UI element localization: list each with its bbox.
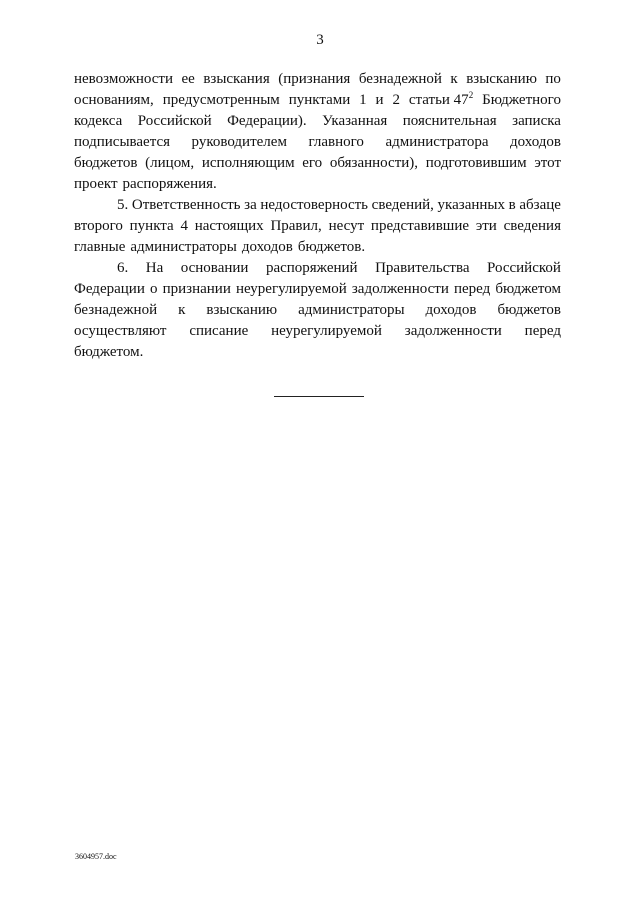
word: и bbox=[375, 92, 384, 108]
word: 2 bbox=[392, 92, 400, 108]
word: главные bbox=[74, 239, 126, 255]
word: (признания bbox=[278, 71, 351, 87]
word: сведения bbox=[503, 218, 561, 234]
word: эти bbox=[475, 218, 497, 234]
word: несут bbox=[328, 218, 365, 234]
article-reference bbox=[409, 90, 473, 111]
word: Правил, bbox=[270, 218, 322, 234]
word: подготовившим bbox=[425, 155, 527, 171]
word: распоряжения. bbox=[122, 176, 217, 192]
word: предусмотренным bbox=[162, 92, 280, 108]
word: проект bbox=[74, 176, 118, 192]
word: администраторы bbox=[130, 239, 237, 255]
word: к bbox=[178, 302, 186, 318]
word: абзаце bbox=[519, 197, 561, 213]
text-line bbox=[74, 132, 561, 153]
word: безнадежной bbox=[358, 71, 442, 87]
word: неурегулируемой bbox=[271, 323, 382, 339]
word: перед bbox=[524, 323, 561, 339]
word: за bbox=[244, 197, 257, 213]
word: 4 bbox=[180, 218, 188, 234]
word: доходов bbox=[241, 239, 293, 255]
word: (лицом, bbox=[145, 155, 195, 171]
word: Федерации). bbox=[227, 113, 307, 129]
word: недостоверность bbox=[260, 197, 369, 213]
word: о bbox=[149, 281, 158, 297]
word: задолженности bbox=[351, 281, 449, 297]
paragraph-6 bbox=[74, 258, 561, 363]
word: 6. bbox=[117, 260, 129, 276]
word: бюджетом bbox=[495, 281, 561, 297]
text-line bbox=[74, 237, 561, 258]
word: распоряжений bbox=[265, 260, 358, 276]
text-line bbox=[74, 216, 561, 237]
text-line bbox=[74, 321, 561, 342]
word: бюджетов bbox=[497, 302, 561, 318]
word: подписывается bbox=[74, 134, 171, 150]
word: взыскания bbox=[203, 71, 270, 87]
word: ее bbox=[181, 71, 195, 87]
text-line bbox=[74, 69, 561, 90]
superscript: 2 bbox=[468, 90, 474, 100]
word: сведений, bbox=[371, 197, 434, 213]
word: бюджетов. bbox=[297, 239, 366, 255]
text-line bbox=[74, 300, 561, 321]
text-line bbox=[74, 174, 561, 195]
word: его bbox=[302, 155, 323, 171]
word: в bbox=[508, 197, 516, 213]
word: этот bbox=[534, 155, 561, 171]
page-number: 3 bbox=[316, 32, 324, 48]
text-line bbox=[74, 90, 561, 111]
word: Федерации bbox=[74, 281, 145, 297]
word: взысканию bbox=[206, 302, 278, 318]
word: списание bbox=[189, 323, 249, 339]
text-line bbox=[74, 195, 561, 216]
word: администратора bbox=[385, 134, 489, 150]
text-line bbox=[74, 342, 561, 363]
word: по bbox=[545, 71, 561, 87]
word: кодекса bbox=[74, 113, 123, 129]
word: основании bbox=[180, 260, 249, 276]
word: основаниям, bbox=[74, 92, 154, 108]
word: доходов bbox=[425, 302, 477, 318]
word: Российской bbox=[487, 260, 561, 276]
word: пунктами bbox=[288, 92, 351, 108]
word: доходов bbox=[510, 134, 561, 150]
word: Российской bbox=[137, 113, 212, 129]
word: взысканию bbox=[466, 71, 537, 87]
word: задолженности bbox=[404, 323, 502, 339]
document-body bbox=[74, 69, 561, 363]
text-line bbox=[74, 279, 561, 300]
word: статьи 47 bbox=[408, 92, 469, 108]
word: обязанности), bbox=[329, 155, 419, 171]
word: записка bbox=[512, 113, 561, 129]
text-line bbox=[74, 111, 561, 132]
word: второго bbox=[74, 218, 123, 234]
word: 1 bbox=[359, 92, 367, 108]
word: указанных bbox=[437, 197, 505, 213]
text-line bbox=[74, 258, 561, 279]
word: перед bbox=[453, 281, 491, 297]
word: Указанная bbox=[322, 113, 388, 129]
paragraph-5 bbox=[74, 195, 561, 258]
word: осуществляют bbox=[74, 323, 167, 339]
word: администраторы bbox=[298, 302, 405, 318]
word: невозможности bbox=[74, 71, 174, 87]
word: Бюджетного bbox=[482, 92, 561, 108]
text-line bbox=[74, 153, 561, 174]
paragraph-1 bbox=[74, 69, 561, 195]
word: бюджетов bbox=[74, 155, 138, 171]
word: исполняющим bbox=[201, 155, 295, 171]
word: безнадежной bbox=[74, 302, 158, 318]
word: пункта bbox=[129, 218, 174, 234]
word: Ответственность bbox=[131, 197, 241, 213]
word: На bbox=[145, 260, 164, 276]
word: главного bbox=[308, 134, 364, 150]
word: 5. bbox=[117, 197, 129, 213]
word: признании bbox=[162, 281, 231, 297]
section-divider bbox=[274, 396, 364, 397]
word: пояснительная bbox=[402, 113, 497, 129]
word: Правительства bbox=[375, 260, 470, 276]
word: представившие bbox=[370, 218, 470, 234]
word: бюджетом. bbox=[74, 344, 144, 360]
word: неурегулируемой bbox=[235, 281, 347, 297]
word: руководителем bbox=[191, 134, 287, 150]
word: настоящих bbox=[194, 218, 264, 234]
word: к bbox=[450, 71, 458, 87]
document-id: 3604957.doc bbox=[75, 852, 117, 861]
